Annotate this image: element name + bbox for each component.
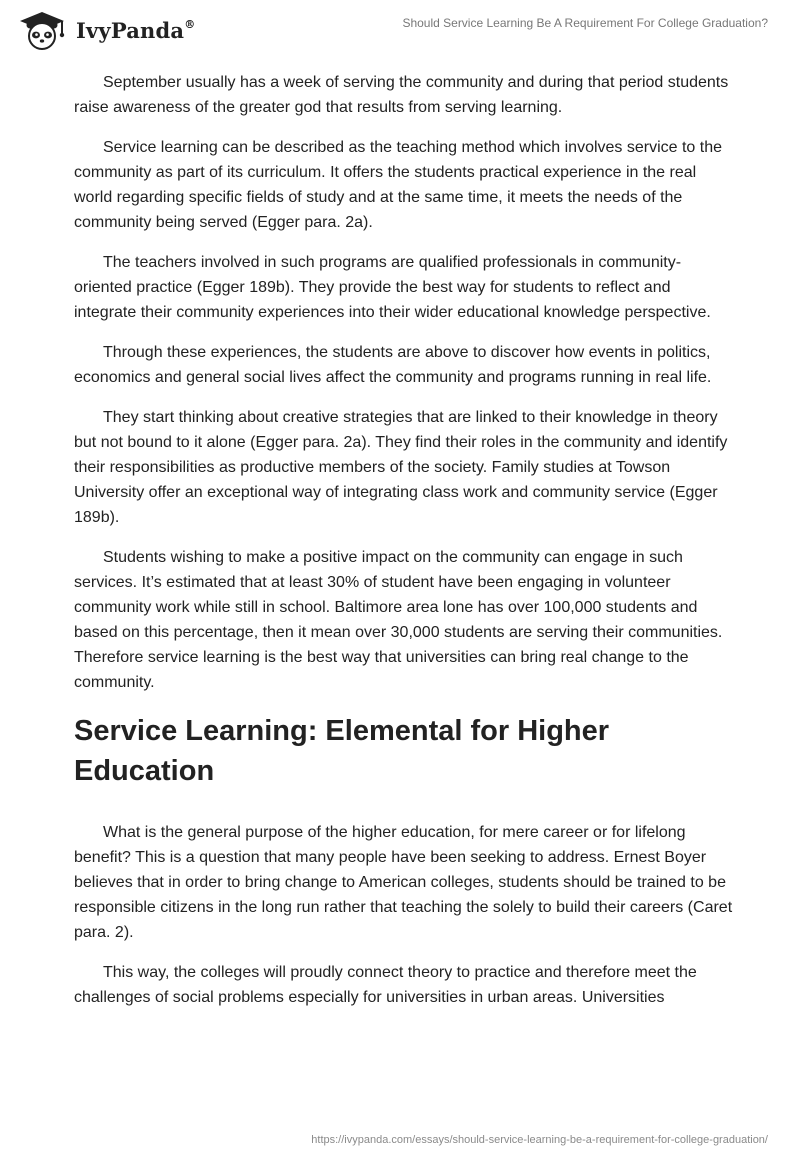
- essay-content: [74, 70, 734, 1025]
- document-title: Should Service Learning Be A Requirement For College Graduation?: [402, 16, 768, 30]
- paragraph: They start thinking about creative strategies that are linked to their knowledge in theory but not bound to it alone (Egger para. 2a). They find their roles in the community and identify their responsibilities as productive members of the society. Family studies at Towson University offer an exceptional way of integrating class work and community service (Egger 189b).: [74, 409, 728, 526]
- page-header: [0, 0, 800, 64]
- paragraph: September usually has a week of serving the community and during that period students raise awareness of the greater god that results from serving learning.: [74, 74, 729, 116]
- panda-logo-icon: [14, 8, 70, 52]
- paragraph: This way, the colleges will proudly connect theory to practice and therefore meet the challenges of social problems especially for universities in urban areas. Universities: [74, 964, 697, 1006]
- paragraph: Through these experiences, the students are above to discover how events in politics, economics and general social lives affect the community and programs running in real life.: [74, 344, 712, 386]
- paragraph: What is the general purpose of the higher education, for mere career or for lifelong benefit? This is a question that many people have been seeking to address. Ernest Boyer believes that in order to bring change to American colleges, students should be trained to be responsible citizens in the long run rather that teaching the solely to build their careers (Caret para. 2).: [74, 824, 733, 941]
- logo[interactable]: [14, 8, 195, 52]
- paragraph: Service learning can be described as the teaching method which involves service to the community as part of its curriculum. It offers the students practical experience in the real world regarding specific fields of study and at the same time, it meets the needs of the community being served (Egger para. 2a).: [74, 139, 723, 231]
- paragraph: Students wishing to make a positive impact on the community can engage in such services. It’s estimated that at least 30% of student have been engaging in volunteer community work while still in school. Baltimore area lone has over 100,000 students and based on this percentage, then it mean over 30,000 students are serving their communities. Therefore service learning is the best way that universities can bring real change to the community.: [74, 549, 723, 691]
- paragraph: The teachers involved in such programs are qualified professionals in community-oriented practice (Egger 189b). They provide the best way for students to reflect and integrate their community experiences into their wider educational knowledge perspective.: [74, 254, 711, 321]
- section-heading: Service Learning: Elemental for Higher Education: [74, 715, 610, 787]
- brand-name: IvyPanda®: [76, 17, 196, 43]
- source-url[interactable]: https://ivypanda.com/essays/should-service-learning-be-a-requirement-for-college-graduation/: [311, 1134, 768, 1146]
